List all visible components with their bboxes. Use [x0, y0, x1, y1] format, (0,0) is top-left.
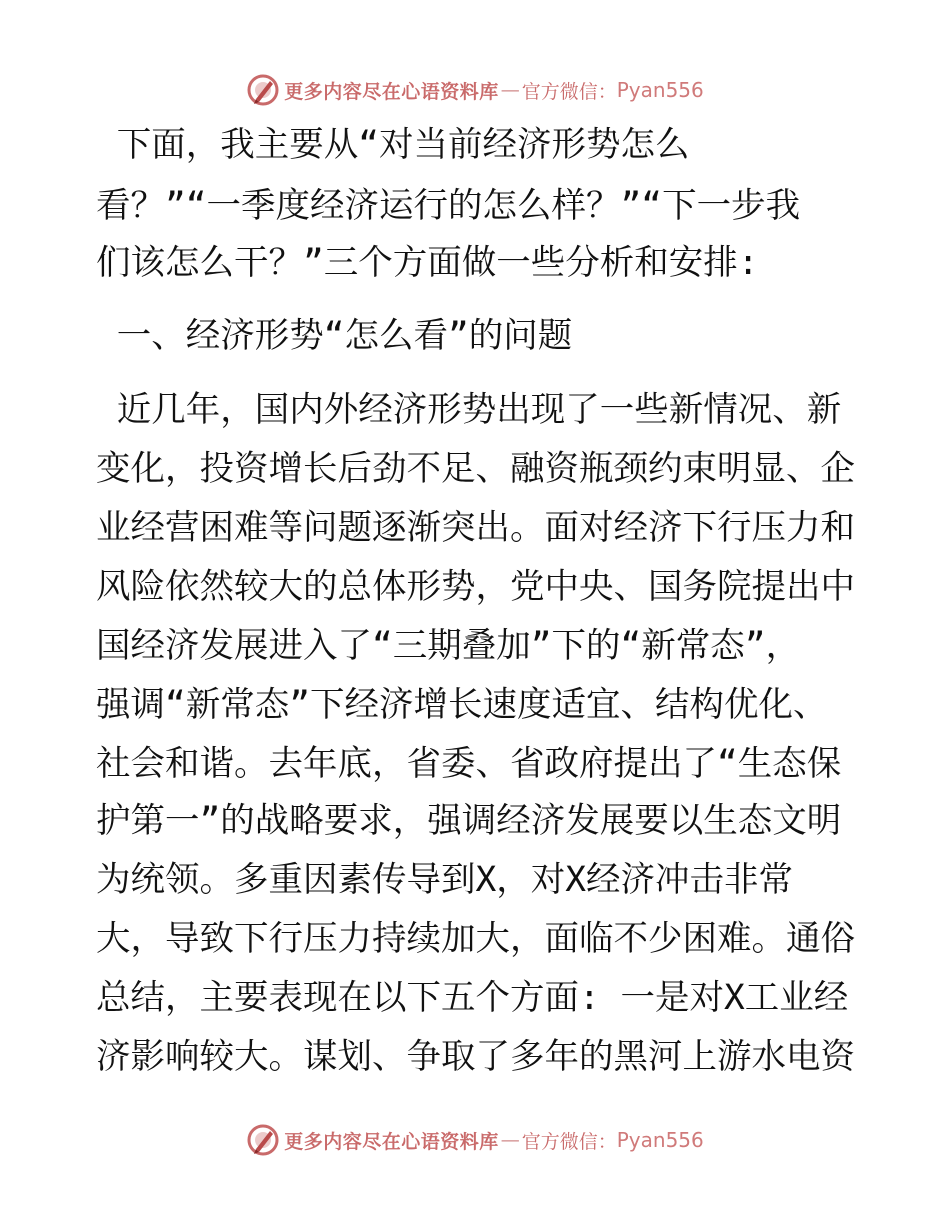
- banner-wechat-label: 官方微信：: [521, 1130, 617, 1153]
- doc-line: 业经营困难等问题逐渐突出。面对经济下行压力和: [96, 508, 855, 548]
- doc-line: 社会和谐。去年底，省委、省政府提出了“生态保: [96, 744, 842, 784]
- doc-line: 们该怎么干？”三个方面做一些分析和安排:: [96, 243, 759, 283]
- doc-line: 变化，投资增长后劲不足、融资瓶颈约束明显、企: [96, 449, 855, 489]
- doc-line: 为统领。多重因素传导到X，对X经济冲击非常: [96, 860, 794, 900]
- pen-seal-icon: [246, 73, 280, 107]
- section-heading: 一、经济形势“怎么看”的问题: [96, 316, 573, 356]
- banner-dash: —: [500, 1129, 520, 1151]
- doc-line: 国经济发展进入了“三期叠加”下的“新常态”，: [96, 626, 801, 666]
- doc-line: 护第一”的战略要求，强调经济发展要以生态文明: [96, 801, 842, 841]
- doc-line: 大，导致下行压力持续加大，面临不少困难。通俗: [96, 919, 855, 959]
- pen-seal-icon: [246, 1123, 280, 1157]
- doc-line: 近几年，国内外经济形势出现了一些新情况、新: [96, 390, 842, 430]
- banner-slogan: 更多内容尽在心语资料库: [284, 1130, 499, 1153]
- footer-banner: [0, 1120, 950, 1160]
- doc-line: 看？”“一季度经济运行的怎么样？”“下一步我: [96, 186, 801, 226]
- doc-line: 风险依然较大的总体形势，党中央、国务院提出中: [96, 567, 855, 607]
- banner-wechat-id: Pyan556: [616, 1128, 704, 1152]
- doc-line: 下面，我主要从“对当前经济形势怎么: [96, 125, 690, 165]
- banner-dash: —: [500, 79, 520, 101]
- header-banner: [0, 70, 950, 110]
- banner-wechat-id: Pyan556: [616, 78, 704, 102]
- doc-line: 济影响较大。谋划、争取了多年的黑河上游水电资: [96, 1037, 855, 1077]
- doc-line: 强调“新常态”下经济增长速度适宜、结构优化、: [96, 685, 828, 725]
- banner-wechat-label: 官方微信：: [521, 80, 617, 103]
- banner-slogan: 更多内容尽在心语资料库: [284, 80, 499, 103]
- doc-line: 总结，主要表现在以下五个方面: 一是对X工业经: [96, 978, 849, 1018]
